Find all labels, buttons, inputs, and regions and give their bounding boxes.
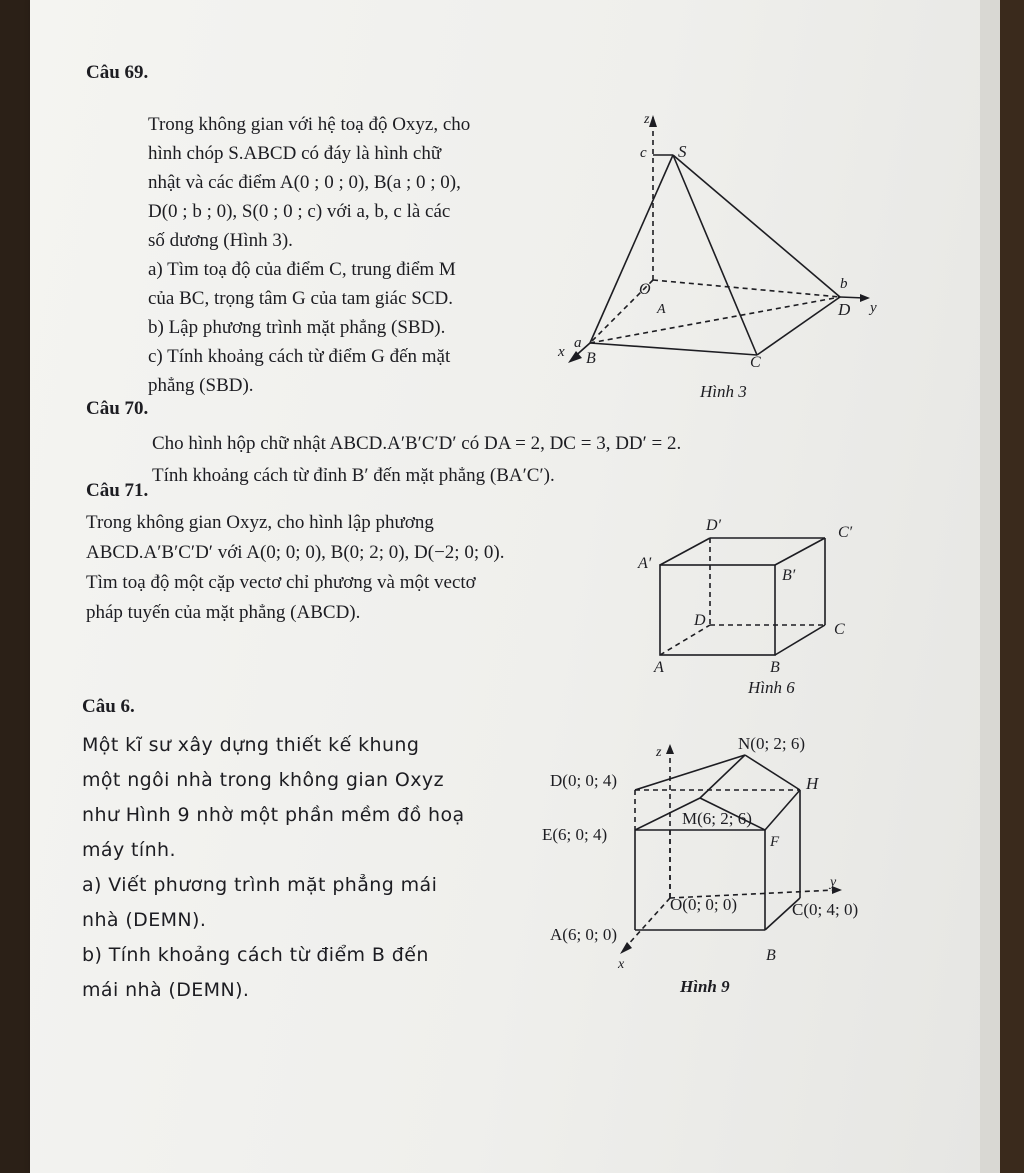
q69-line: nhật và các điểm A(0 ; 0 ; 0), B(a ; 0 ; 0), xyxy=(148,172,461,193)
label-A: A xyxy=(657,302,666,317)
q6-text xyxy=(82,728,465,1008)
edge-CD xyxy=(757,297,840,355)
label-B: B xyxy=(766,947,776,964)
edge-DN xyxy=(635,755,745,790)
label-x: x xyxy=(558,344,565,360)
label-a: a xyxy=(574,335,582,351)
q71-line: Tìm toạ độ một cặp vectơ chỉ phương và một vectơ xyxy=(86,572,476,593)
figure-9-house xyxy=(510,730,890,1000)
desk-background xyxy=(1000,0,1024,1173)
q6-title: Câu 6. xyxy=(82,696,135,717)
label-N: N(0; 2; 6) xyxy=(738,734,806,753)
label-M: M(6; 2; 6) xyxy=(682,809,752,828)
q71-line: pháp tuyến của mặt phẳng (ABCD). xyxy=(86,602,361,623)
q6-line: Một kĩ sư xây dựng thiết kế khung xyxy=(82,734,420,756)
label-z: z xyxy=(644,112,650,127)
z-arrow-icon xyxy=(649,115,657,127)
q69-line: phẳng (SBD). xyxy=(148,375,254,396)
edge-NH xyxy=(745,755,800,790)
q69-text xyxy=(148,110,538,400)
label-c: c xyxy=(640,145,647,161)
label-C: C xyxy=(750,354,761,371)
label-D: D xyxy=(838,300,851,319)
label-b: b xyxy=(840,276,848,292)
q69-line: hình chóp S.ABCD có đáy là hình chữ xyxy=(148,143,442,164)
edge-SD xyxy=(673,155,840,297)
q70-text xyxy=(152,428,681,492)
q6-line: mái nhà (DEMN). xyxy=(82,979,250,1001)
edge-BD xyxy=(590,297,840,343)
label-D: D(0; 0; 4) xyxy=(550,771,618,790)
label-B: B xyxy=(770,659,780,676)
q71-text xyxy=(86,508,504,628)
label-Bp: B′ xyxy=(782,567,796,584)
label-O: O xyxy=(639,281,651,298)
edge-ApDp xyxy=(660,538,710,565)
label-A: A(6; 0; 0) xyxy=(550,925,618,944)
label-H: H xyxy=(806,774,819,793)
q6-line: máy tính. xyxy=(82,839,176,861)
page-stack-edge xyxy=(980,0,1002,1173)
q69-title: Câu 69. xyxy=(86,62,149,83)
y-axis xyxy=(653,280,840,297)
label-O: O(0; 0; 0) xyxy=(670,895,738,914)
label-F: F xyxy=(770,834,780,850)
y-arrow-icon xyxy=(860,294,870,302)
q69-line: số dương (Hình 3). xyxy=(148,230,293,251)
figure-6-caption: Hình 6 xyxy=(748,678,795,697)
q69-line: c) Tính khoảng cách từ điểm G đến mặt xyxy=(148,346,451,367)
q69-line: b) Lập phương trình mặt phẳng (SBD). xyxy=(148,317,446,338)
label-E: E(6; 0; 4) xyxy=(542,825,608,844)
label-y: y xyxy=(870,300,877,316)
q71-line: Trong không gian Oxyz, cho hình lập phương xyxy=(86,512,434,533)
q6-line: như Hình 9 nhờ một phần mềm đồ hoạ xyxy=(82,804,465,826)
label-Dp: D′ xyxy=(706,517,722,534)
edge-AD xyxy=(660,625,710,655)
q71-title: Câu 71. xyxy=(86,480,149,501)
q6-line: nhà (DEMN). xyxy=(82,909,207,931)
edge-BC xyxy=(775,625,825,655)
edge-SC xyxy=(673,155,757,355)
front-face xyxy=(660,565,775,655)
label-x: x xyxy=(618,957,625,972)
q70-line: Cho hình hộp chữ nhật ABCD.A′B′C′D′ có DA = 2, DC = 3, DD′ = 2. xyxy=(152,433,682,454)
x-arrow-icon xyxy=(620,942,632,954)
label-C: C(0; 4; 0) xyxy=(792,900,859,919)
label-Cp: C′ xyxy=(838,524,853,541)
label-D: D xyxy=(694,612,706,629)
x-axis xyxy=(625,898,670,948)
label-y: y xyxy=(830,875,837,890)
figure-6-cube xyxy=(630,510,870,700)
label-Ap: A′ xyxy=(638,555,652,572)
label-C: C xyxy=(834,621,845,638)
q69-line: của BC, trọng tâm G của tam giác SCD. xyxy=(148,288,453,309)
edge-BpCp xyxy=(775,538,825,565)
q69-line: a) Tìm toạ độ của điểm C, trung điểm M xyxy=(148,259,456,280)
figure-9-caption: Hình 9 xyxy=(680,977,730,996)
figure-3-pyramid xyxy=(520,105,900,405)
label-B: B xyxy=(586,350,596,367)
q69-line: Trong không gian với hệ toạ độ Oxyz, cho xyxy=(148,114,471,135)
label-A: A xyxy=(654,659,664,676)
q6-line: a) Viết phương trình mặt phẳng mái xyxy=(82,874,438,896)
q71-line: ABCD.A′B′C′D′ với A(0; 0; 0), B(0; 2; 0), D(−2; 0; 0). xyxy=(86,542,505,563)
q70-title: Câu 70. xyxy=(86,398,149,419)
label-z: z xyxy=(656,745,662,760)
label-S: S xyxy=(678,142,687,161)
q70-line: Tính khoảng cách từ đỉnh B′ đến mặt phẳng (BA′C′). xyxy=(152,465,555,486)
q6-line: một ngôi nhà trong không gian Oxyz xyxy=(82,769,444,791)
q69-line: D(0 ; b ; 0), S(0 ; 0 ; c) với a, b, c là các xyxy=(148,201,451,222)
document-page xyxy=(30,0,985,1173)
edge-BC xyxy=(590,343,757,355)
edge-HF xyxy=(765,790,800,830)
z-arrow-icon xyxy=(666,744,674,754)
q6-line: b) Tính khoảng cách từ điểm B đến xyxy=(82,944,429,966)
figure-3-caption: Hình 3 xyxy=(700,382,747,401)
